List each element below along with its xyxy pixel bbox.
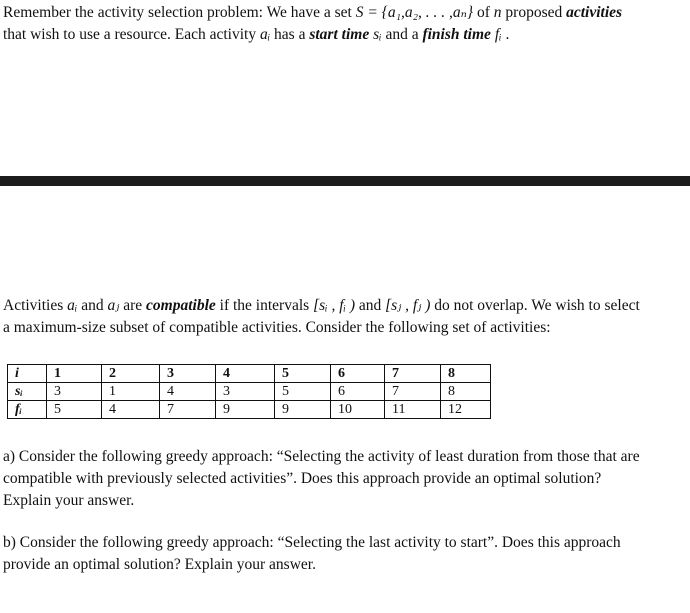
aj-variable: aⱼ [107, 297, 120, 314]
table-cell: 7 [385, 383, 441, 401]
table-cell: 1 [102, 383, 160, 401]
table-cell: 4 [160, 383, 216, 401]
table-cell: 1 [47, 365, 102, 383]
row-label-i: i [8, 365, 47, 383]
finish-time-term: finish time [422, 26, 491, 43]
section-divider [0, 176, 690, 186]
table-cell: 9 [275, 401, 331, 419]
set-expression: S = {a₁,a₂, . . . ,aₙ} [355, 4, 474, 21]
ai-variable: aᵢ [67, 297, 78, 314]
question-b-line: provide an optimal solution? Explain your answer. [3, 556, 316, 573]
question-a-line: Explain your answer. [3, 492, 135, 509]
table-cell: 2 [102, 365, 160, 383]
intro-text: Remember the activity selection problem: We have a set [3, 4, 356, 21]
table-cell: 5 [275, 365, 331, 383]
compat-text: do not overlap. We wish to select [430, 297, 640, 314]
table-cell: 10 [331, 401, 385, 419]
compatible-paragraph [3, 295, 640, 339]
question-a [3, 446, 640, 512]
n-variable: n [493, 4, 502, 21]
activities-table [7, 364, 491, 419]
question-b [3, 532, 621, 576]
compat-text: are [119, 297, 147, 314]
intro-text: and a [381, 26, 423, 43]
question-a-line: a) Consider the following greedy approach: “Selecting the activity of least duration from those that are [3, 448, 640, 465]
table-cell: 6 [331, 383, 385, 401]
table-cell: 12 [441, 401, 491, 419]
table-cell: 3 [47, 383, 102, 401]
table-cell: 5 [47, 401, 102, 419]
table-row-finish [8, 401, 491, 419]
fi-variable: fᵢ [494, 26, 502, 43]
table-row-index [8, 365, 491, 383]
intro-text: has a [270, 26, 310, 43]
table-cell: 9 [216, 401, 275, 419]
compat-line-2: a maximum-size subset of compatible activities. Consider the following set of activities: [3, 319, 551, 336]
table-cell: 4 [216, 365, 275, 383]
intro-line-1 [3, 2, 622, 24]
start-time-term: start time [309, 26, 370, 43]
interval-j: [sⱼ , fⱼ ) [385, 297, 431, 314]
question-a-line: compatible with previously selected activities”. Does this approach provide an optimal solution? [3, 470, 602, 487]
row-label-f: fᵢ [8, 401, 47, 419]
table-cell: 8 [441, 365, 491, 383]
table-cell: 3 [216, 383, 275, 401]
row-label-s: sᵢ [8, 383, 47, 401]
intro-paragraph [3, 2, 622, 46]
compat-text: and [355, 297, 386, 314]
table-cell: 7 [160, 401, 216, 419]
question-b-line: b) Consider the following greedy approach: “Selecting the last activity to start”. Does this approach [3, 534, 621, 551]
compat-text: Activities [3, 297, 68, 314]
intro-line-2 [3, 24, 622, 46]
compat-text: if the intervals [215, 297, 314, 314]
activities-term: activities [566, 4, 623, 21]
compat-line-1 [3, 295, 640, 317]
table-cell: 5 [275, 383, 331, 401]
intro-text: . [501, 26, 510, 43]
compatible-term: compatible [146, 297, 216, 314]
table-cell: 7 [385, 365, 441, 383]
interval-i: [sᵢ , fᵢ ) [313, 297, 355, 314]
table-cell: 11 [385, 401, 441, 419]
intro-text: of [473, 4, 494, 21]
si-variable: sᵢ [373, 26, 382, 43]
table-cell: 3 [160, 365, 216, 383]
table-cell: 4 [102, 401, 160, 419]
intro-text: that wish to use a resource. Each activity [3, 26, 260, 43]
table-cell: 8 [441, 383, 491, 401]
table-row-start [8, 383, 491, 401]
ai-variable: aᵢ [259, 26, 271, 43]
intro-text: proposed [501, 4, 567, 21]
compat-text: and [77, 297, 108, 314]
table-cell: 6 [331, 365, 385, 383]
